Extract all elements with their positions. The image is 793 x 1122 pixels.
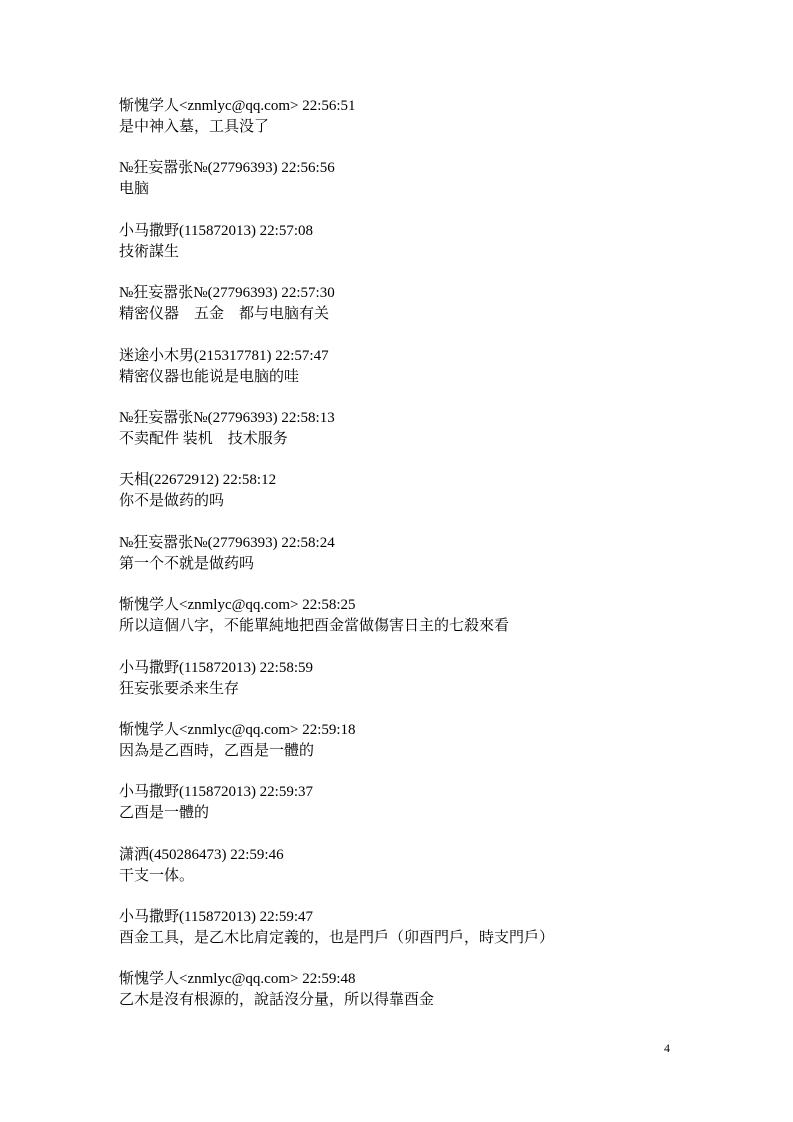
message-text: 精密仪器也能说是电脑的哇 [119,368,300,385]
chat-log [119,96,719,1032]
message-text: 所以這個八字，不能單純地把酉金當做傷害日主的七殺來看 [119,618,510,635]
message [119,969,719,1031]
message [119,346,719,408]
message [119,158,719,220]
message-header: 天相(22672912) 22:58:12 [119,472,277,489]
message-header: №狂妄嚣张№(27796393) 22:58:13 [119,409,335,426]
message-header: 惭愧学人<znmlyc@qq.com> 22:59:18 [119,721,356,738]
message-text: 乙酉是一體的 [119,805,210,822]
message [119,658,719,720]
message [119,782,719,844]
message-header: 小马撒野(115872013) 22:59:47 [119,909,314,926]
message [119,845,719,907]
message-text: 狂妄张要杀来生存 [119,680,240,697]
message-text: 乙木是沒有根源的，說話沒分量，所以得靠酉金 [119,992,435,1009]
message-text: 第一个不就是做药吗 [119,555,255,572]
message-text: 是中神入墓，工具没了 [119,119,270,135]
message-text: 酉金工具，是乙木比肩定義的，也是門戶（卯酉門戶，時支門戶） [119,930,555,947]
message [119,408,719,470]
message-text: 因為是乙酉時，乙酉是一體的 [119,742,315,759]
message-header: 小马撒野(115872013) 22:59:37 [119,784,314,801]
message [119,595,719,657]
message-header: №狂妄嚣张№(27796393) 22:57:30 [119,285,335,302]
page-number: 4 [664,1041,670,1055]
message [119,533,719,595]
message-header: 惭愧学人<znmlyc@qq.com> 22:59:48 [119,971,356,988]
message-header: 小马撒野(115872013) 22:58:59 [119,659,314,676]
message [119,283,719,345]
message-header: 小马撒野(115872013) 22:57:08 [119,222,314,239]
message-text: 干支一体。 [119,867,195,884]
message [119,221,719,283]
message-header: №狂妄嚣张№(27796393) 22:56:56 [119,160,335,177]
message-text: 电脑 [119,181,150,198]
message [119,96,719,158]
message-text: 不卖配件 装机 技术服务 [119,430,288,447]
message-text: 精密仪器 五金 都与电脑有关 [119,306,330,323]
message-header: 迷途小木男(215317781) 22:57:47 [119,347,329,364]
message [119,470,719,532]
message-header: 潇洒(450286473) 22:59:46 [119,846,284,863]
message [119,907,719,969]
message [119,720,719,782]
message-text: 技術謀生 [119,243,180,260]
message-header: 惭愧学人<znmlyc@qq.com> 22:56:51 [119,98,356,114]
message-text: 你不是做药的吗 [119,493,225,510]
message-header: 惭愧学人<znmlyc@qq.com> 22:58:25 [119,597,356,614]
message-header: №狂妄嚣张№(27796393) 22:58:24 [119,534,335,551]
